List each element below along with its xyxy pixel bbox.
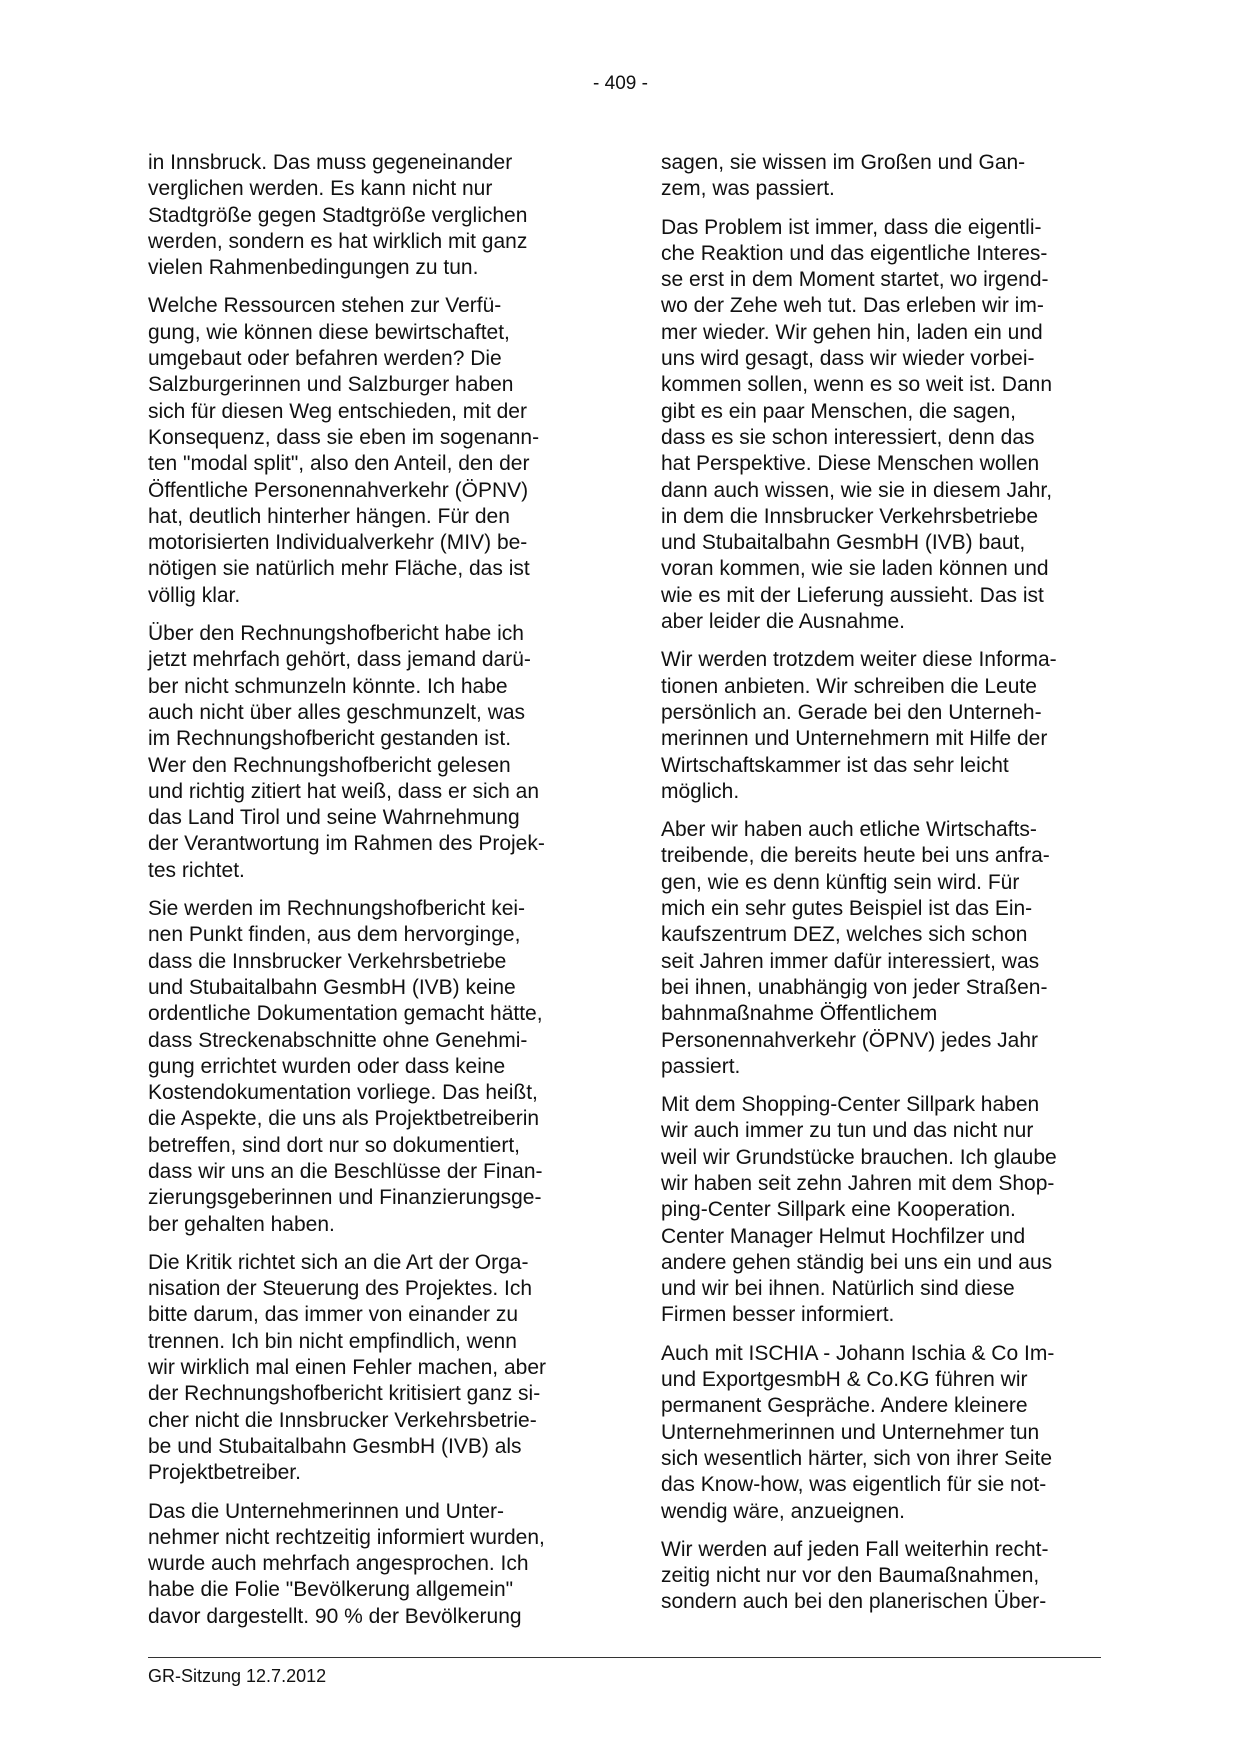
text-line: bei ihnen, unabhängig von jeder Straßen- — [661, 975, 1048, 999]
text-line: Öffentliche Personennahverkehr (ÖPNV) — [148, 478, 529, 502]
text-line: dann auch wissen, wie sie in diesem Jahr, — [661, 478, 1053, 502]
text-line: Welche Ressourcen stehen zur Verfü- — [148, 294, 502, 318]
text-line: dass es sie schon interessiert, denn das — [661, 425, 1035, 449]
text-line: Über den Rechnungshofbericht habe ich — [148, 622, 524, 646]
text-line: mer wieder. Wir gehen hin, laden ein und — [661, 320, 1043, 344]
text-line: persönlich an. Gerade bei den Unterneh- — [661, 700, 1042, 724]
text-line: bitte darum, das immer von einander zu — [148, 1303, 519, 1327]
text-line: gung, wie können diese bewirtschaftet, — [148, 320, 510, 344]
text-line: habe die Folie "Bevölkerung allgemein" — [148, 1578, 514, 1602]
text-line: bahnmaßnahme Öffentlichem — [661, 1002, 938, 1026]
text-line: aber leider die Ausnahme. — [661, 610, 905, 634]
text-line: werden, sondern es hat wirklich mit ganz — [148, 229, 528, 253]
text-line: das Land Tirol und seine Wahrnehmung — [148, 806, 520, 830]
text-line: treibende, die bereits heute bei uns anfra- — [661, 844, 1050, 868]
footer-divider — [148, 1657, 1101, 1658]
text-line: in Innsbruck. Das muss gegeneinander — [148, 151, 513, 174]
text-line: kaufszentrum DEZ, welches sich schon — [661, 923, 1028, 947]
text-line: Das Problem ist immer, dass die eigentli- — [661, 215, 1042, 239]
paragraph — [148, 150, 588, 281]
text-line: nisation der Steuerung des Projektes. Ich — [148, 1277, 533, 1301]
text-line: umgebaut oder befahren werden? Die — [148, 347, 502, 371]
right-column — [661, 150, 1101, 1628]
text-line: Die Kritik richtet sich an die Art der Orga- — [148, 1250, 529, 1274]
text-line: weil wir Grundstücke brauchen. Ich glaube — [661, 1145, 1057, 1169]
paragraph — [661, 1537, 1101, 1616]
text-line: und Stubaitalbahn GesmbH (IVB) baut, — [661, 531, 1026, 555]
text-line: das Know-how, was eigentlich für sie not- — [661, 1473, 1047, 1497]
text-line: auch nicht über alles geschmunzelt, was — [148, 700, 526, 724]
text-line: wo der Zehe weh tut. Das erleben wir im- — [661, 294, 1044, 318]
text-line: Wirtschaftskammer ist das sehr leicht — [661, 753, 1009, 777]
text-line: Auch mit ISCHIA - Johann Ischia & Co Im- — [661, 1341, 1055, 1365]
text-line: Wer den Rechnungshofbericht gelesen — [148, 753, 511, 777]
text-line: Das die Unternehmerinnen und Unter- — [148, 1499, 505, 1523]
text-line: möglich. — [661, 779, 740, 803]
text-line: Salzburgerinnen und Salzburger haben — [148, 373, 514, 397]
text-line: wir haben seit zehn Jahren mit dem Shop- — [661, 1171, 1055, 1195]
text-line: ber nicht schmunzeln könnte. Ich habe — [148, 674, 508, 698]
text-line: che Reaktion und das eigentliche Interes- — [661, 241, 1048, 265]
text-line: sich für diesen Weg entschieden, mit der — [148, 399, 527, 423]
text-line: wie es mit der Lieferung aussieht. Das ist — [661, 583, 1044, 607]
text-line: ber gehalten haben. — [148, 1212, 335, 1236]
text-line: wurde auch mehrfach angesprochen. Ich — [148, 1552, 529, 1576]
text-line: Wir werden trotzdem weiter diese Informa- — [661, 648, 1057, 672]
text-line: Konsequenz, dass sie eben im sogenann- — [148, 425, 540, 449]
text-line: merinnen und Unternehmern mit Hilfe der — [661, 727, 1048, 751]
text-line: motorisierten Individualverkehr (MIV) be- — [148, 531, 528, 555]
text-line: tionen anbieten. Wir schreiben die Leute — [661, 674, 1037, 698]
paragraph — [661, 1341, 1101, 1525]
text-line: nen Punkt finden, aus dem hervorginge, — [148, 923, 521, 947]
left-column — [148, 150, 588, 1642]
text-line: nötigen sie natürlich mehr Fläche, das ist — [148, 557, 530, 581]
text-line: Projektbetreiber. — [148, 1461, 301, 1485]
text-line: Kostendokumentation vorliege. Das heißt, — [148, 1081, 538, 1105]
text-line: und richtig zitiert hat weiß, dass er sich an — [148, 779, 540, 803]
text-line: sich wesentlich härter, sich von ihrer Seite — [661, 1446, 1053, 1470]
text-line: Firmen besser informiert. — [661, 1303, 895, 1327]
text-line: permanent Gespräche. Andere kleinere — [661, 1394, 1028, 1418]
text-line: betreffen, sind dort nur so dokumentiert, — [148, 1133, 520, 1157]
paragraph — [148, 293, 588, 609]
text-line: Unternehmerinnen und Unternehmer tun — [661, 1420, 1040, 1444]
text-line: Wir werden auf jeden Fall weiterhin recht- — [661, 1537, 1049, 1561]
text-line: Center Manager Helmut Hochfilzer und — [661, 1224, 1026, 1248]
text-line: tes richtet. — [148, 858, 245, 882]
text-line: gen, wie es denn künftig sein wird. Für — [661, 870, 1020, 894]
text-line: uns wird gesagt, dass wir wieder vorbei- — [661, 347, 1035, 371]
paragraph — [661, 1092, 1101, 1329]
text-line: dass die Innsbrucker Verkehrsbetriebe — [148, 949, 507, 973]
text-line: andere gehen ständig bei uns ein und aus — [661, 1250, 1053, 1274]
paragraph — [661, 150, 1101, 203]
paragraph — [661, 215, 1101, 636]
text-line: be und Stubaitalbahn GesmbH (IVB) als — [148, 1434, 522, 1458]
text-line: nehmer nicht rechtzeitig informiert wurden, — [148, 1525, 545, 1549]
text-line: der Verantwortung im Rahmen des Projek- — [148, 832, 545, 856]
text-line: ten "modal split", also den Anteil, den der — [148, 452, 530, 476]
paragraph — [661, 817, 1101, 1080]
text-line: gibt es ein paar Menschen, die sagen, — [661, 399, 1016, 423]
text-line: hat Perspektive. Diese Menschen wollen — [661, 452, 1040, 476]
text-line: und wir bei ihnen. Natürlich sind diese — [661, 1277, 1015, 1301]
text-line: wir auch immer zu tun und das nicht nur — [661, 1119, 1034, 1143]
text-line: und ExportgesmbH & Co.KG führen wir — [661, 1368, 1028, 1392]
text-line: ping-Center Sillpark eine Kooperation. — [661, 1198, 1016, 1222]
text-line: Stadtgröße gegen Stadtgröße verglichen — [148, 203, 528, 227]
paragraph — [148, 1250, 588, 1487]
text-line: der Rechnungshofbericht kritisiert ganz si- — [148, 1382, 541, 1406]
text-line: sagen, sie wissen im Großen und Gan- — [661, 151, 1026, 174]
text-line: in dem die Innsbrucker Verkehrsbetriebe — [661, 504, 1039, 528]
text-line: die Aspekte, die uns als Projektbetreiberin — [148, 1107, 540, 1131]
text-line: verglichen werden. Es kann nicht nur — [148, 177, 493, 201]
text-line: zeitig nicht nur vor den Baumaßnahmen, — [661, 1564, 1040, 1588]
paragraph — [148, 621, 588, 884]
text-line: sondern auch bei den planerischen Über- — [661, 1590, 1047, 1614]
text-line: Mit dem Shopping-Center Sillpark haben — [661, 1093, 1040, 1117]
text-line: zem, was passiert. — [661, 177, 835, 201]
text-line: dass Streckenabschnitte ohne Genehmi- — [148, 1028, 528, 1052]
text-line: trennen. Ich bin nicht empfindlich, wenn — [148, 1329, 517, 1353]
text-line: voran kommen, wie sie laden können und — [661, 557, 1049, 581]
text-line: cher nicht die Innsbrucker Verkehrsbetrie- — [148, 1408, 537, 1432]
text-line: hat, deutlich hinterher hängen. Für den — [148, 504, 510, 528]
text-line: Personennahverkehr (ÖPNV) jedes Jahr — [661, 1028, 1039, 1052]
text-line: vielen Rahmenbedingungen zu tun. — [148, 256, 479, 280]
text-line: jetzt mehrfach gehört, dass jemand darü- — [148, 648, 531, 672]
text-line: gung errichtet wurden oder dass keine — [148, 1054, 506, 1078]
footer-session-date: GR-Sitzung 12.7.2012 — [148, 1666, 327, 1686]
text-line: passiert. — [661, 1054, 741, 1078]
text-line: ordentliche Dokumentation gemacht hätte, — [148, 1002, 543, 1026]
text-line: und Stubaitalbahn GesmbH (IVB) keine — [148, 975, 516, 999]
text-line: mich ein sehr gutes Beispiel ist das Ein- — [661, 897, 1033, 921]
text-line: wir wirklich mal einen Fehler machen, aber — [148, 1356, 546, 1380]
text-line: Sie werden im Rechnungshofbericht kei- — [148, 897, 526, 921]
text-line: se erst in dem Moment startet, wo irgend- — [661, 268, 1049, 292]
text-line: dass wir uns an die Beschlüsse der Finan- — [148, 1159, 543, 1183]
paragraph — [661, 647, 1101, 805]
text-line: völlig klar. — [148, 583, 241, 607]
text-line: zierungsgeberinnen und Finanzierungsge- — [148, 1186, 542, 1210]
paragraph — [148, 1499, 588, 1630]
paragraph — [148, 896, 588, 1238]
text-line: kommen sollen, wenn es so weit ist. Dann — [661, 373, 1053, 397]
page-number: - 409 - — [593, 73, 648, 94]
text-line: seit Jahren immer dafür interessiert, was — [661, 949, 1040, 973]
text-line: wendig wäre, anzueignen. — [661, 1499, 906, 1523]
text-line: Aber wir haben auch etliche Wirtschafts- — [661, 818, 1037, 842]
text-line: davor dargestellt. 90 % der Bevölkerung — [148, 1604, 522, 1628]
text-line: im Rechnungshofbericht gestanden ist. — [148, 727, 512, 751]
